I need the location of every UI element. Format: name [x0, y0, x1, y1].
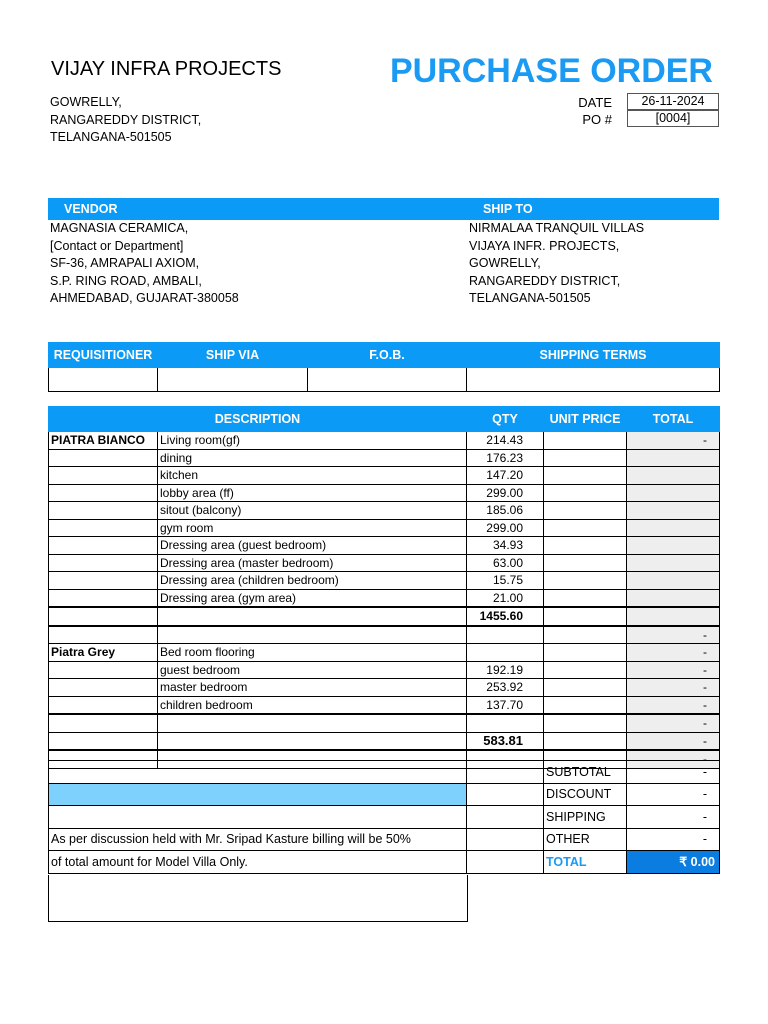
unit-price-header: UNIT PRICE: [544, 407, 627, 432]
note-line-1: As per discussion held with Mr. Sripad Kasture billing will be 50%: [49, 828, 467, 851]
description-cell: master bedroom: [158, 679, 467, 697]
discount-value[interactable]: -: [627, 783, 720, 806]
item-name-cell: [49, 696, 158, 714]
line-total-cell: -: [627, 644, 720, 662]
ship-via-header: SHIP VIA: [158, 343, 308, 368]
description-cell: sitout (balcony): [158, 502, 467, 520]
item-name-cell: [49, 679, 158, 697]
description-cell: Dressing area (gym area): [158, 589, 467, 607]
summary-table: [48, 760, 720, 874]
table-row: [49, 661, 720, 679]
unit-price-cell[interactable]: [544, 554, 627, 572]
qty-cell: 34.93: [467, 537, 544, 555]
item-name-cell: [49, 484, 158, 502]
ship-to-line: RANGAREDDY DISTRICT,: [469, 273, 621, 288]
requisitioner-field[interactable]: [49, 368, 158, 392]
item-name-cell: [49, 589, 158, 607]
table-row: [49, 607, 720, 626]
qty-cell: 192.19: [467, 661, 544, 679]
company-name: VIJAY INFRA PROJECTS: [51, 58, 282, 80]
line-total-cell: -: [627, 750, 720, 768]
qty-cell: 15.75: [467, 572, 544, 590]
total-header: TOTAL: [627, 407, 720, 432]
ship-to-address: [469, 220, 644, 308]
unit-price-cell[interactable]: [544, 607, 627, 626]
shipping-terms-field[interactable]: [467, 368, 720, 392]
table-row: [49, 572, 720, 590]
po-label: PO #: [582, 112, 612, 127]
unit-price-cell[interactable]: [544, 432, 627, 450]
blank-cell: [467, 806, 544, 829]
line-total-cell: [627, 607, 720, 626]
item-name-cell: PIATRA BIANCO: [49, 432, 158, 450]
description-cell: gym room: [158, 519, 467, 537]
vendor-header: VENDOR: [64, 202, 118, 216]
line-total-cell: [627, 502, 720, 520]
other-value[interactable]: -: [627, 828, 720, 851]
po-number-field[interactable]: [0004]: [627, 110, 719, 127]
qty-cell: 21.00: [467, 589, 544, 607]
line-total-cell: [627, 572, 720, 590]
description-cell: [158, 626, 467, 644]
unit-price-cell[interactable]: [544, 484, 627, 502]
line-total-cell: -: [627, 732, 720, 750]
qty-cell: [467, 626, 544, 644]
line-total-cell: -: [627, 661, 720, 679]
shipping-value[interactable]: -: [627, 806, 720, 829]
vendor-line: AHMEDABAD, GUJARAT-380058: [50, 291, 239, 305]
discount-label: DISCOUNT: [544, 783, 627, 806]
description-cell: Bed room flooring: [158, 644, 467, 662]
company-address: [50, 94, 201, 147]
ship-to-line: GOWRELLY,: [469, 256, 541, 270]
item-name-cell: [49, 449, 158, 467]
line-total-cell: -: [627, 714, 720, 732]
unit-price-cell[interactable]: [544, 537, 627, 555]
ship-to-header: SHIP TO: [483, 202, 533, 216]
description-cell: children bedroom: [158, 696, 467, 714]
line-total-cell: [627, 589, 720, 607]
unit-price-cell[interactable]: [544, 589, 627, 607]
ship-via-field[interactable]: [158, 368, 308, 392]
table-row: [49, 449, 720, 467]
description-cell: dining: [158, 449, 467, 467]
qty-cell: 1455.60: [467, 607, 544, 626]
company-address-line: GOWRELLY,: [50, 95, 122, 109]
qty-cell: 214.43: [467, 432, 544, 450]
unit-price-cell[interactable]: [544, 626, 627, 644]
table-row: [49, 519, 720, 537]
line-total-cell: [627, 449, 720, 467]
qty-cell: 583.81: [467, 732, 544, 750]
description-cell: kitchen: [158, 467, 467, 485]
blank-cell: [49, 761, 467, 784]
table-row: [49, 626, 720, 644]
date-field[interactable]: 26-11-2024: [627, 93, 719, 110]
description-cell: [158, 714, 467, 732]
company-address-line: RANGAREDDY DISTRICT,: [50, 112, 202, 127]
qty-cell: 185.06: [467, 502, 544, 520]
description-header: DESCRIPTION: [49, 407, 467, 432]
table-row: [49, 467, 720, 485]
unit-price-cell[interactable]: [544, 572, 627, 590]
unit-price-cell[interactable]: [544, 696, 627, 714]
ship-to-line: VIJAYA INFR. PROJECTS,: [469, 238, 620, 253]
item-name-cell: [49, 626, 158, 644]
unit-price-cell[interactable]: [544, 714, 627, 732]
table-row: [49, 554, 720, 572]
unit-price-cell[interactable]: [544, 519, 627, 537]
qty-cell: 176.23: [467, 449, 544, 467]
blank-cell: [467, 783, 544, 806]
unit-price-cell[interactable]: [544, 679, 627, 697]
highlight-cell: [49, 783, 467, 806]
item-name-cell: [49, 554, 158, 572]
line-total-cell: -: [627, 626, 720, 644]
qty-cell: 299.00: [467, 484, 544, 502]
line-total-cell: [627, 467, 720, 485]
unit-price-cell[interactable]: [544, 502, 627, 520]
item-name-cell: [49, 467, 158, 485]
vendor-address: [50, 220, 239, 308]
unit-price-cell[interactable]: [544, 732, 627, 750]
fob-field[interactable]: [308, 368, 467, 392]
qty-cell: [467, 714, 544, 732]
vendor-line: MAGNASIA CERAMICA,: [50, 221, 189, 235]
blank-cell: [49, 806, 467, 829]
line-total-cell: [627, 554, 720, 572]
qty-cell: 147.20: [467, 467, 544, 485]
item-name-cell: Piatra Grey: [49, 644, 158, 662]
table-row: [49, 589, 720, 607]
requisition-table: [48, 342, 720, 392]
qty-cell: 63.00: [467, 554, 544, 572]
vendor-line: SF-36, AMRAPALI AXIOM,: [50, 256, 200, 270]
notes-box[interactable]: [48, 875, 468, 922]
qty-cell: 253.92: [467, 679, 544, 697]
line-total-cell: -: [627, 432, 720, 450]
qty-cell: 137.70: [467, 696, 544, 714]
item-name-cell: [49, 519, 158, 537]
line-total-cell: -: [627, 679, 720, 697]
table-row: [49, 502, 720, 520]
qty-cell: 299.00: [467, 519, 544, 537]
item-name-cell: [49, 502, 158, 520]
description-cell: [158, 607, 467, 626]
unit-price-cell[interactable]: [544, 467, 627, 485]
description-cell: lobby area (ff): [158, 484, 467, 502]
description-cell: Dressing area (guest bedroom): [158, 537, 467, 555]
blank-cell: [467, 761, 544, 784]
item-name-cell: [49, 537, 158, 555]
subtotal-label: SUBTOTAL: [544, 761, 627, 784]
line-total-cell: -: [627, 696, 720, 714]
vendor-line: [Contact or Department]: [50, 238, 184, 253]
date-label: DATE: [578, 95, 612, 110]
unit-price-cell[interactable]: [544, 449, 627, 467]
other-label: OTHER: [544, 828, 627, 851]
line-total-cell: [627, 537, 720, 555]
ship-to-line: TELANGANA-501505: [469, 291, 591, 305]
fob-header: F.O.B.: [308, 343, 467, 368]
shipping-label: SHIPPING: [544, 806, 627, 829]
total-label: TOTAL: [544, 851, 627, 874]
requisitioner-header: REQUISITIONER: [49, 343, 158, 368]
table-row: [49, 696, 720, 714]
items-table: [48, 406, 720, 769]
table-row: [49, 679, 720, 697]
total-value: ₹ 0.00: [627, 851, 720, 874]
line-total-cell: [627, 519, 720, 537]
item-name-cell: [49, 714, 158, 732]
table-row: [49, 537, 720, 555]
ship-to-line: NIRMALAA TRANQUIL VILLAS: [469, 221, 645, 235]
qty-header: QTY: [467, 407, 544, 432]
description-cell: Dressing area (master bedroom): [158, 554, 467, 572]
table-row: [49, 714, 720, 732]
shipping-terms-header: SHIPPING TERMS: [467, 343, 720, 368]
vendor-line: S.P. RING ROAD, AMBALI,: [50, 273, 202, 288]
blank-cell: [467, 828, 544, 851]
unit-price-cell[interactable]: [544, 644, 627, 662]
description-cell: [158, 732, 467, 750]
table-row: [49, 732, 720, 750]
description-cell: Living room(gf): [158, 432, 467, 450]
item-name-cell: [49, 607, 158, 626]
line-total-cell: [627, 484, 720, 502]
qty-cell: [467, 644, 544, 662]
unit-price-cell[interactable]: [544, 661, 627, 679]
item-name-cell: [49, 661, 158, 679]
item-name-cell: [49, 572, 158, 590]
subtotal-value: -: [627, 761, 720, 784]
table-row: [49, 432, 720, 450]
table-row: [49, 644, 720, 662]
description-cell: guest bedroom: [158, 661, 467, 679]
item-name-cell: [49, 732, 158, 750]
description-cell: Dressing area (children bedroom): [158, 572, 467, 590]
blank-cell: [467, 851, 544, 874]
company-address-line: TELANGANA-501505: [50, 130, 172, 144]
table-row: [49, 484, 720, 502]
note-line-2: of total amount for Model Villa Only.: [49, 851, 467, 874]
document-title: PURCHASE ORDER: [389, 52, 713, 90]
vendor-shipto-bar: [48, 198, 719, 220]
